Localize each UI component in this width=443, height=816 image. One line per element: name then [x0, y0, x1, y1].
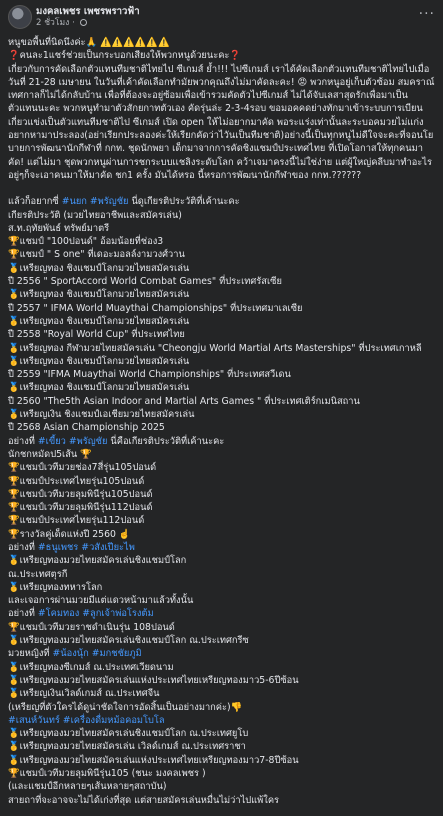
post-line: ณ.ประเทศตุรกี [8, 568, 68, 580]
post-line: 🏆แชมป์เวทีมวยราชดำเนินรุ่น 108ปอนด์ [8, 621, 175, 633]
post-line: 🏆แชมป์ "100ปอนด์" อ้อมน้อยที่ช่อง3 [8, 236, 164, 248]
hashtag-link[interactable]: #มกชชัยภูมิ [91, 648, 142, 660]
post-line: ปี 2560 "The5th Asian Indoor and Martial Arts Games " ที่ประเทศเติร์กเมนิสถาน [8, 395, 360, 407]
meta-separator: · [72, 18, 75, 28]
post-line: 🥇เหรียญทองมวยไทยสมัครเล่นแห่งประเทศไทยเหรียญทองมาว7-8ปีซ้อน [8, 754, 299, 766]
post-line: แล้วก็อยากซี่ #นยก #พรัญชัย นี่ดูเกียรติประวัติที่เค้านะคะ [8, 196, 240, 208]
post-line: 🥇เหรียญทอง ชิงแชมป์โลกมวยไทยสมัครเล่น [8, 355, 190, 367]
post-line: ปี 2568 Asian Championship 2025 [8, 422, 165, 434]
post-line: ปี 2557 " IFMA World Muaythai Championships" ที่ประเทศมาเลเซีย [8, 302, 303, 314]
post-line: ปี 2559 "IFMA Muaythai World Championships" ที่ประเทศสวีเดน [8, 369, 291, 381]
more-options-icon[interactable]: ··· [418, 6, 435, 22]
post-line: 🥇เหรียญทองมวยไทยสมัครเล่นแห่งประเทศไทยเหรียญทองมาว5-6ปีซ้อน [8, 674, 299, 686]
post-line: ปี 2558 "Royal World Cup" ที่ประเทศไทย [8, 329, 185, 341]
hashtag-link[interactable]: #ธนูเพชร [37, 541, 79, 553]
post-timestamp[interactable]: 2 ชั่วโมง [36, 18, 70, 28]
post-line: 🏆แชมป์เวทีมวยช่อง7สี่รุ่น105ปอนด์ [8, 462, 157, 474]
post-line: 🏆รางวัลคู่เด็ดแห่งปี 2560 ☝️ [8, 528, 131, 540]
globe-icon [80, 19, 87, 26]
post-line: เกียรติประวัติ (มวยไทยอาชีพและสมัครเล่น) [8, 209, 182, 221]
post-line: (เหรียญที่ตัวใครได้ดูน่าชัดใจการอัดสิ้นเป็นอย่างมากค่ะ)👎 [8, 701, 243, 713]
post-line: 🏆แชมป์เวทีมวยลุมพินีรุ่น105 (ชนะ มงคลเพชร ) [8, 768, 206, 780]
post-line: และเจอการผ่านมวยมีแต่แดวหน้ามาแล้วทั้งนั้น [8, 595, 194, 607]
post-line: 🏆แชมป์ประเทศไทยรุ่น105ปอนด์ [8, 475, 145, 487]
post-text [8, 36, 437, 807]
post-line: 🥇เหรียญเงินเวิลด์เกมส์ ณ.ประเทศจีน [8, 688, 160, 700]
hashtag-link[interactable]: #ลูกเจ้าพ่อโรงต้ม [82, 608, 154, 620]
hashtag-link[interactable]: #พรัญชัย [89, 196, 129, 208]
hashtag-link[interactable]: #โคมทอง [37, 608, 80, 620]
post-line: อย่างที่ #เขี้ยว #พรัญชัย นี่คือเกียรติประวัติที่เค้านะคะ [8, 435, 225, 447]
author-avatar[interactable] [8, 5, 32, 29]
post-line: นักชกหมัดป5เส้น 🏆 [8, 448, 92, 460]
post-line: 🥇เหรียญทอง ชิงแชมป์โลกมวยไทยสมัครเล่น [8, 382, 190, 394]
post-line: 🥇เหรียญทอง กีฬามวยไทยสมัครเล่น "Cheongju World Martial Arts Masterships" ที่ประเทศเกาหลี [8, 342, 422, 354]
hashtag-link[interactable]: #วสังเปียะไพ [81, 541, 135, 553]
post-line: 🏆แชมป์ประเทศไทยรุ่น112ปอนด์ [8, 515, 145, 527]
author-name[interactable]: มงคลเพชร เพชรพราวฟ้า [36, 6, 140, 17]
post-header [8, 4, 435, 30]
post-line: 🥇เหรียญทอง ชิงแชมป์โลกมวยไทยสมัครเล่น [8, 262, 190, 274]
post-line: 🥇เหรียญทองทหารโลก [8, 581, 103, 593]
post-line: ปี 2556 " SportAccord World Combat Games" ที่ประเทศรัสเซีย [8, 276, 282, 288]
post-line: 🥇เหรียญเงิน ชิงแชมป์เอเชียมวยไทยสมัครเล่น [8, 409, 195, 421]
post-line [8, 714, 437, 727]
post-line: ส.ท.ฤทัยพันธ์ ทรัพย์มาตรี [8, 222, 110, 234]
post-line: 🥇เหรียญทองมวยไทยสมัครเล่นชิงแชมป์โลก [8, 555, 187, 567]
paragraph-gap [8, 182, 437, 195]
hashtag-link[interactable]: #เสนห์วันทร์ [8, 714, 60, 726]
post-line: 🏆แชมป์เวทีมวยลุมพินีรุ่น112ปอนด์ [8, 502, 153, 514]
post-meta [36, 17, 87, 30]
hashtag-link[interactable]: #น้องนุ้ก [52, 648, 89, 660]
post-line: 🥇เหรียญทอง ชิงแชมป์โลกมวยไทยสมัครเล่น [8, 289, 190, 301]
post-line: ❓คนละ1แชร์ช่วยเป็นกระบอกเสียงให้พวกหนูด้วยนะคะ❓ [8, 50, 242, 62]
post-line: มวยหญิงที่ #น้องนุ้ก #มกชชัยภูมิ [8, 648, 142, 660]
post-line: หนูขอพื้นที่นิดนึงค่ะ🙏 ⚠️⚠️⚠️⚠️⚠️⚠️ [8, 37, 170, 48]
post-line: 🥇เหรียญทองซีเกมส์ ณ.ประเทศเวียดนาม [8, 661, 174, 673]
post-line: อย่างที่ #ธนูเพชร #วสังเปียะไพ [8, 541, 135, 553]
post-line: เกี่ยวกับการคัดเลือกตัวแทนทีมชาติไทยไป ซีเกมส์ ย้ำ!!! ไปซีเกมส์ เราได้คัดเลือกตัวแทนทีมชาติไทยไปเมื่อวันที่ 21-28 เมษายน ในวันที่เค้าคัดเลือกทำมัยพวกคุณถึงไม่มาคัดละคะ! 😡 พวกหนูอยู่เก็บตัวซ้อม สมคราณ์เทศกาลก็ไม่ได้กลับบ้าน เพื่อที่ต้องจะอยู่ซ้อมเพื่อเข้ารวมคัดตัวไปซีเกมส์ ไม่ได้จับเลสาสุดรักเพื่อมาเป็นตัวแทนนะคะ พวกหนูทำมาตัวสักยกาทตัวเอง คัดรุ่นล่ะ 2-3-4รอบ ขอมอคคดย่างทักมาเข้าระบบการเบียนเกี่ยวแข่งเป็นตัวแทนทีมชาติไป ซีเกมส์ เปิด open ให้ไม่อยากมาคัด พอระแร่งเท่านั้นละระบอคมวยไม่แก่ง อยากหามาประลอง(อย่าเรียกประลองค่ะให้เรียกคัดว่าไวันเป็นทีมชาติ)อย่างนี้เป็นทุกหนูไม่ดีใจจะคะที่จอนโยบายการพัฒนานักกีฬาที่ กกท. ชุดนักพยา เด็กมาจากการคัดชิงแชมป์ประเทศไทย ที่เปิดโอกาสให้ทุกคนมาคัด! แต่ไม่มา ชุดพวกหนูผ่านการชกระบบเเชลิงระดับโลก คว้าเจมาครงนี้ไม่ใช่ง่าย แต่ผู้ใหญ่คลีบมาทำอะไร อยู่ๆก็จะเอาคนมาให้มาคัด ชก1 ครั้ง มันได้หรอ นี้หรอการพัฒนานักกีฬาของ กกท.?????? [8, 63, 435, 181]
post-line: สายถาที่จะอาจจะไม่ได้เก่งที่สุด แต่สายสมัครเล่นหมื่นไม่ว่าไปแพ้ใคร [8, 794, 280, 806]
post-line: (และแชมป์อีกหลายๆเส้นหลายๆสถาบัน) [8, 781, 167, 793]
post-line: 🥇เหรียญทองมวยไทยสมัครเล่นชิงแชมป์โลก ณ.ประเทศกรีซ [8, 635, 249, 647]
hashtag-link[interactable]: #เครื่องดื่มหม้อคอมโบโล [62, 714, 165, 726]
post-line: 🥇เหรียญทองมวยไทยสมัครเล่นชิงแชมป์โลก ณ.ประเทศยูโบ [8, 728, 249, 740]
hashtag-link[interactable]: #นยก [61, 196, 87, 208]
post-line: 🥇เหรียญทองมวยไทยสมัครเล่น เวิลด์เกมส์ ณ.ประเทศราชา [8, 741, 246, 753]
post-line: 🏆แชมป์เวทีมวยลุมพินีรุ่น105ปอนด์ [8, 488, 153, 500]
hashtag-link[interactable]: #เขี้ยว [37, 435, 66, 447]
post-line: 🏆แชมป์ " S one" ที่เดอะมอลล์งามวงศ์วาน [8, 249, 185, 261]
post-line: 🥇เหรียญทอง ชิงแชมป์โลกมวยไทยสมัครเล่น [8, 315, 190, 327]
post-line: อย่างที่ #โคมทอง #ลูกเจ้าพ่อโรงต้ม [8, 608, 154, 620]
hashtag-link[interactable]: #พรัญชัย [68, 435, 108, 447]
